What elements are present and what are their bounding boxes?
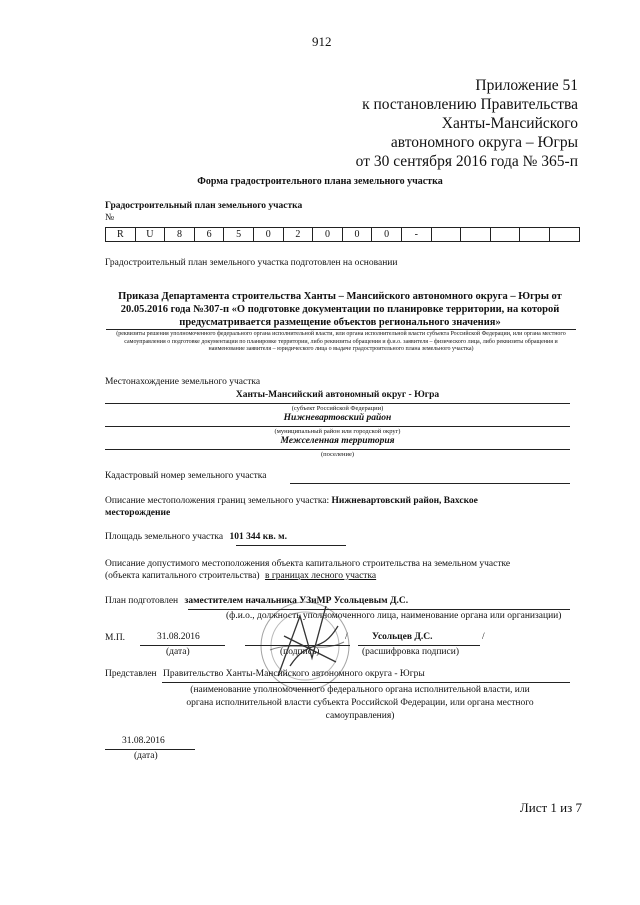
prepared-by-caption: (ф.и.о., должность уполномоченного лица, наименование органа или организации) bbox=[226, 611, 562, 621]
plan-number-cell: 0 bbox=[342, 228, 372, 242]
prepared-by-label: План подготовлен bbox=[105, 596, 179, 606]
final-date-line bbox=[105, 749, 195, 750]
presented-caption-1: (наименование уполномоченного федерального органа исполнительной власти, или bbox=[190, 685, 530, 695]
sign-slash: / bbox=[345, 632, 348, 642]
boundary-label: Описание местоположения границ земельного участка: bbox=[105, 496, 330, 506]
location-district: Нижневартовский район bbox=[283, 413, 392, 423]
area-label: Площадь земельного участка bbox=[105, 532, 224, 542]
appendix-line-3: Ханты-Мансийского bbox=[441, 115, 578, 132]
location-settlement: Межселенная территория bbox=[280, 436, 395, 446]
plan-number-cell bbox=[520, 228, 550, 242]
date-caption: (дата) bbox=[166, 647, 190, 657]
boundary-value: Нижневартовский район, Вахское bbox=[331, 496, 478, 506]
official-stamp bbox=[240, 596, 370, 696]
plan-number-cell: U bbox=[135, 228, 165, 242]
presented-caption-3: самоуправления) bbox=[325, 711, 395, 721]
sheet-counter: Лист 1 из 7 bbox=[519, 800, 582, 815]
mp-label: М.П. bbox=[105, 633, 126, 643]
plan-number-cell: 6 bbox=[194, 228, 224, 242]
sign-slash-end: / bbox=[482, 632, 485, 642]
presented-row bbox=[105, 669, 425, 679]
location-settlement-line bbox=[105, 449, 570, 450]
boundary-value-2: месторождение bbox=[105, 508, 171, 518]
plan-number-cell: - bbox=[401, 228, 431, 242]
prepared-by-value: заместителем начальника УЗиМР Усольцевым Д.С. bbox=[184, 596, 409, 606]
location-subject-line bbox=[105, 403, 570, 404]
presented-caption-2: органа исполнительной власти субъекта Российской Федерации, или органа местного bbox=[186, 698, 534, 708]
area-value: 101 344 кв. м. bbox=[229, 532, 287, 542]
cadastral-line bbox=[290, 483, 570, 484]
sign-date: 31.08.2016 bbox=[157, 632, 200, 642]
location-settlement-caption: (поселение) bbox=[320, 451, 355, 458]
appendix-line-1: Приложение 51 bbox=[475, 77, 578, 94]
form-title: Форма градостроительного плана земельного участка bbox=[197, 176, 443, 187]
presented-value: Правительство Ханты-Мансийского автономного округа - Югры bbox=[163, 669, 425, 679]
location-district-line bbox=[105, 426, 570, 427]
appendix-header bbox=[356, 76, 578, 171]
boundary-row bbox=[105, 496, 478, 506]
sign-name-line bbox=[358, 645, 480, 646]
decode-caption: (расшифровка подписи) bbox=[362, 647, 459, 657]
basis-text: Приказа Департамента строительства Ханты – Мансийского автономного округа – Югры от 20.05.2016 года №307-п «О подготовке документации по планировке территории, на которой предусматривается размещение объектов регионального значения» bbox=[118, 291, 562, 328]
appendix-line-2: к постановлению Правительства bbox=[362, 96, 578, 113]
cadastral-label: Кадастровый номер земельного участка bbox=[105, 471, 267, 481]
plan-number-grid bbox=[105, 227, 580, 242]
presented-label: Представлен bbox=[105, 669, 157, 679]
permissible-row bbox=[105, 571, 376, 581]
plan-number-cell: 0 bbox=[313, 228, 343, 242]
permissible-label-2: (объекта капитального строительства) bbox=[105, 571, 260, 581]
plan-number-cell bbox=[461, 228, 491, 242]
plan-number-cell: 8 bbox=[165, 228, 195, 242]
plan-label: Градостроительный план земельного участка bbox=[105, 201, 303, 211]
plan-number-cell bbox=[431, 228, 461, 242]
plan-number-cell: 2 bbox=[283, 228, 313, 242]
area-row bbox=[105, 532, 287, 542]
plan-number-sign: № bbox=[105, 213, 115, 223]
plan-number-cell bbox=[490, 228, 520, 242]
plan-number-cell: 5 bbox=[224, 228, 254, 242]
appendix-line-4: автономного округа – Югры bbox=[390, 134, 578, 151]
final-date: 31.08.2016 bbox=[122, 736, 165, 746]
appendix-line-5: от 30 сентября 2016 года № 365-п bbox=[355, 153, 578, 170]
location-label: Местонахождение земельного участка bbox=[105, 377, 261, 387]
plan-number-cell: R bbox=[106, 228, 136, 242]
location-subject: Ханты-Мансийский автономный округ - Югра bbox=[235, 390, 440, 400]
plan-number-cell: 0 bbox=[253, 228, 283, 242]
basis-caption: (реквизиты решения уполномоченного федерального органа исполнительной власти, или органа исполнительной власти субъекта Российской Федерации, или органа местного самоуправления о подготовке документации по планировке территории, либо реквизиты обращения и ф.и.о. заявителя – физического лица, либо реквизиты обращения и наименование заявителя – юридического лица о выдаче градостроительного плана земельного участка) bbox=[116, 331, 566, 352]
plan-number-cell bbox=[549, 228, 579, 242]
area-line bbox=[236, 545, 346, 546]
sign-date-line bbox=[140, 645, 225, 646]
plan-number-cell: 0 bbox=[372, 228, 402, 242]
permissible-value: в границах лесного участка bbox=[264, 571, 377, 581]
sign-name: Усольцев Д.С. bbox=[372, 632, 433, 642]
page-number: 912 bbox=[312, 34, 332, 49]
prepared-basis-label: Градостроительный план земельного участка подготовлен на основании bbox=[105, 258, 398, 268]
permissible-label-1: Описание допустимого местоположения объекта капитального строительства на земельном участке bbox=[105, 559, 511, 569]
location-district-caption: (муниципальный район или городской округ) bbox=[274, 428, 401, 435]
location-subject-caption: (субъект Российской Федерации) bbox=[291, 405, 384, 412]
signature-caption: (подпись) bbox=[280, 647, 320, 657]
presented-line bbox=[162, 682, 570, 683]
basis-underline bbox=[106, 329, 576, 330]
final-date-caption: (дата) bbox=[134, 751, 158, 761]
